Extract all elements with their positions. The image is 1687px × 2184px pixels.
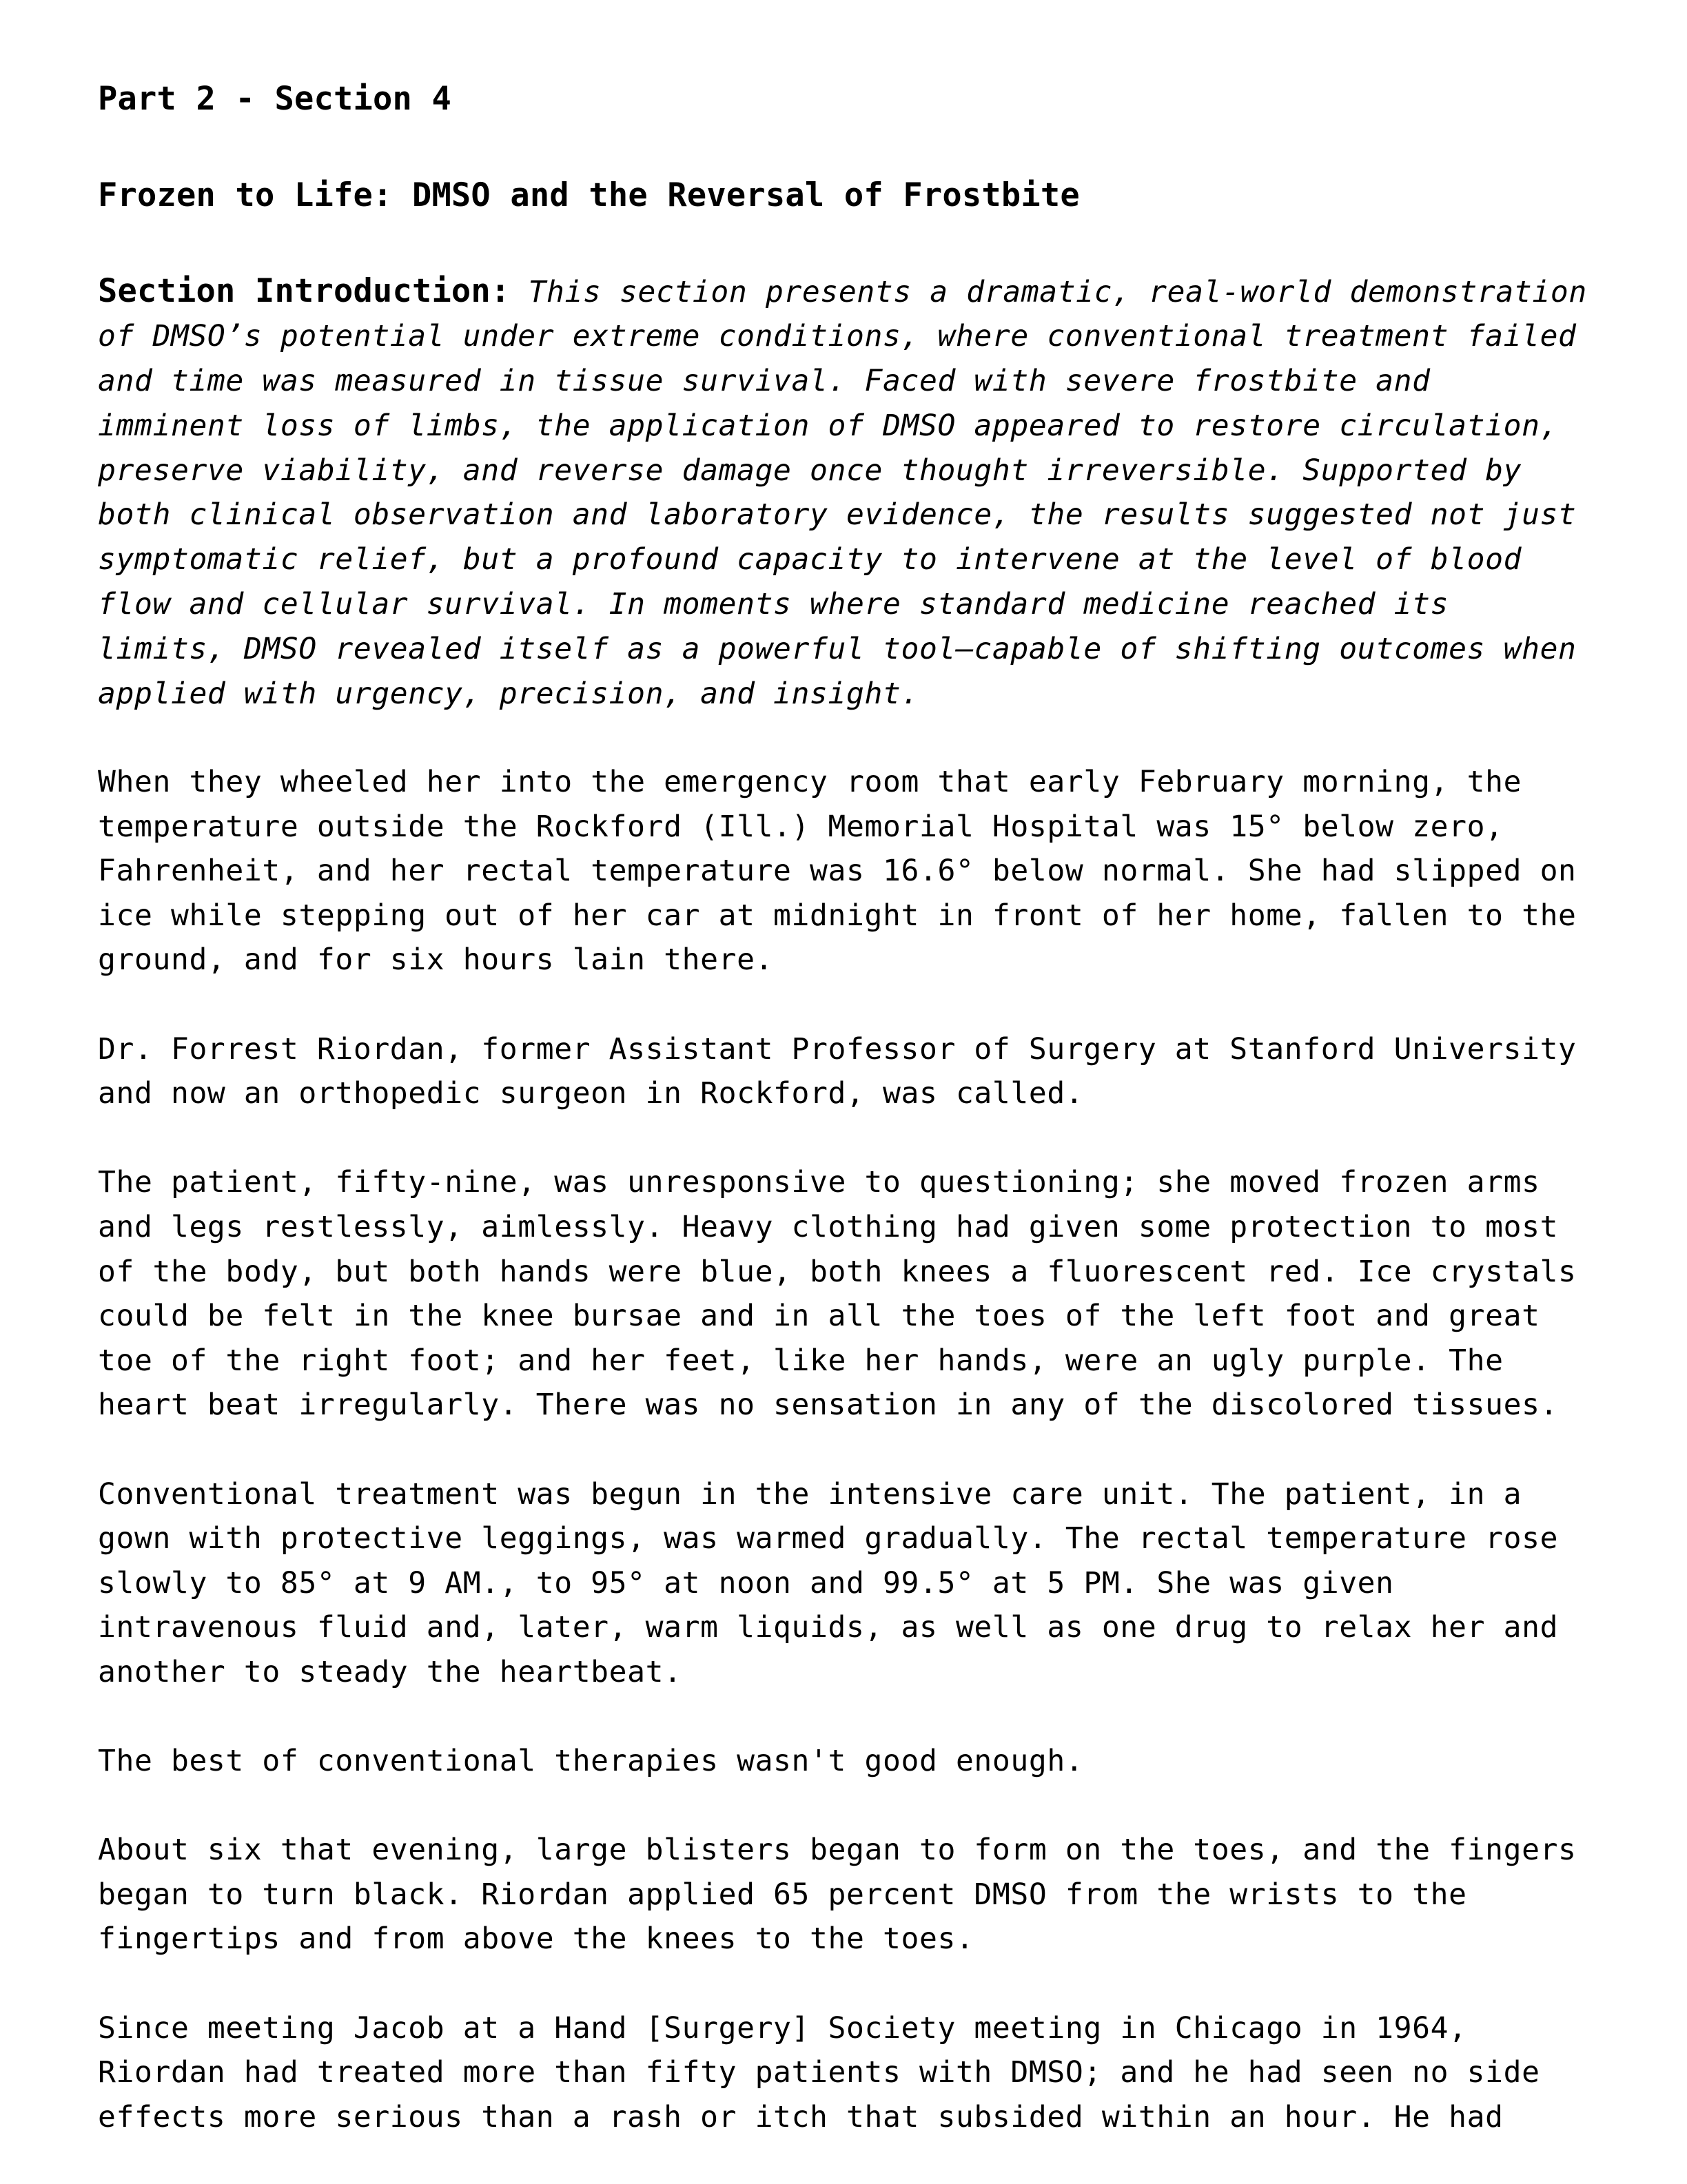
text-line: intravenous fluid and, later, warm liquids, as well as one drug to relax her and: [98, 1610, 1559, 1645]
paragraph: [98, 1027, 1614, 1116]
text-line: heart beat irregularly. There was no sensation in any of the discolored tissues.: [98, 1388, 1559, 1423]
text-line: gown with protective leggings, was warmed gradually. The rectal temperature rose: [98, 1521, 1559, 1556]
intro-line: [98, 269, 1614, 314]
text-line: slowly to 85° at 9 AM., to 95° at noon and 99.5° at 5 PM. She was given: [98, 1565, 1394, 1600]
text-line: began to turn black. Riordan applied 65 percent DMSO from the wrists to the: [98, 1877, 1467, 1912]
text-line: When they wheeled her into the emergency room that early February morning, the: [98, 765, 1522, 799]
intro-line: flow and cellular survival. In moments where standard medicine reached its: [98, 587, 1449, 622]
paragraph: [98, 1472, 1614, 1695]
text-line: The patient, fifty-nine, was unresponsive to questioning; she moved frozen arms: [98, 1165, 1540, 1200]
text-line: toe of the right foot; and her feet, like her hands, were an ugly purple. The: [98, 1343, 1504, 1378]
text-line: temperature outside the Rockford (Ill.) Memorial Hospital was 15° below zero,: [98, 809, 1504, 844]
text-line: could be felt in the knee bursae and in all the toes of the left foot and great: [98, 1299, 1540, 1334]
text-line: Conventional treatment was begun in the intensive care unit. The patient, in a: [98, 1476, 1522, 1512]
text-line: and now an orthopedic surgeon in Rockford, was called.: [98, 1076, 1084, 1111]
intro-spacer: [510, 275, 528, 309]
paragraph: [98, 1739, 1614, 1784]
paragraph: [98, 1160, 1614, 1428]
text-line: effects more serious than a rash or itch that subsided within an hour. He had: [98, 2099, 1504, 2134]
text-line: of the body, but both hands were blue, both knees a fluorescent red. Ice crystals: [98, 1254, 1577, 1289]
intro-line: symptomatic relief, but a profound capacity to intervene at the level of blood: [98, 542, 1522, 577]
intro-label: Section Introduction:: [98, 272, 511, 310]
text-line: ice while stepping out of her car at midnight in front of her home, fallen to the: [98, 898, 1577, 933]
paragraph: [98, 760, 1614, 982]
paragraph: [98, 1828, 1614, 1961]
text-line: and legs restlessly, aimlessly. Heavy clothing had given some protection to most: [98, 1209, 1559, 1244]
intro-line: preserve viability, and reverse damage once thought irreversible. Supported by: [98, 453, 1522, 488]
text-line: another to steady the heartbeat.: [98, 1654, 682, 1689]
intro-text: This section presents a dramatic, real-world demonstration: [528, 275, 1587, 309]
text-line: Since meeting Jacob at a Hand [Surgery] Society meeting in Chicago in 1964,: [98, 2010, 1467, 2046]
intro-line: applied with urgency, precision, and insight.: [98, 677, 919, 712]
section-title: Frozen to Life: DMSO and the Reversal of Frostbite: [98, 176, 1080, 214]
intro-line: of DMSO’s potential under extreme conditions, where conventional treatment failed: [98, 318, 1577, 353]
intro-line: limits, DMSO revealed itself as a powerful tool—capable of shifting outcomes when: [98, 632, 1577, 667]
text-line: ground, and for six hours lain there.: [98, 942, 774, 978]
intro-line: imminent loss of limbs, the application of DMSO appeared to restore circulation,: [98, 408, 1559, 443]
body-text: [98, 760, 1614, 2184]
intro-line: and time was measured in tissue survival. Faced with severe frostbite and: [98, 363, 1431, 398]
text-line: Dr. Forrest Riordan, former Assistant Professor of Surgery at Stanford University: [98, 1031, 1577, 1067]
part-heading: Part 2 - Section 4: [98, 80, 451, 118]
text-line: fingertips and from above the knees to the toes.: [98, 1922, 974, 1957]
text-line: The best of conventional therapies wasn't good enough.: [98, 1744, 1084, 1779]
text-line: Fahrenheit, and her rectal temperature was 16.6° below normal. She had slipped on: [98, 854, 1577, 889]
text-line: Riordan had treated more than fifty patients with DMSO; and he had seen no side: [98, 2055, 1540, 2090]
paragraph: [98, 2006, 1614, 2140]
text-line: About six that evening, large blisters began to form on the toes, and the fingers: [98, 1833, 1577, 1868]
section-introduction: [98, 269, 1614, 717]
intro-line: both clinical observation and laboratory evidence, the results suggested not just: [98, 497, 1577, 533]
